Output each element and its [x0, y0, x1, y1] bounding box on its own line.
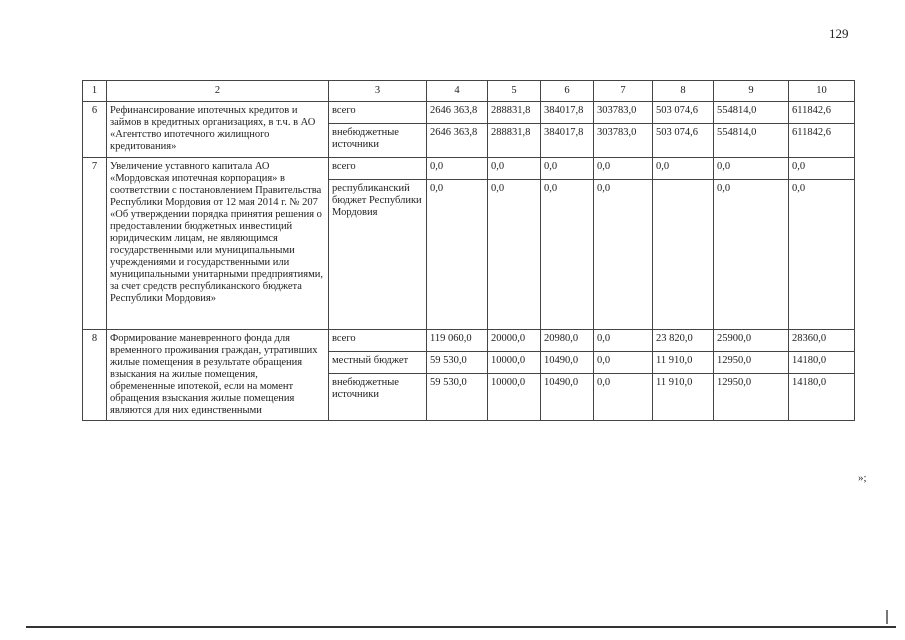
value-cell: 0,0	[594, 374, 653, 421]
value-cell: 611842,6	[789, 124, 855, 158]
value-cell: 384017,8	[541, 124, 594, 158]
value-cell: 0,0	[594, 158, 653, 180]
value-cell: 14180,0	[789, 352, 855, 374]
data-table	[82, 80, 855, 421]
header-row	[83, 81, 855, 102]
value-cell: 20980,0	[541, 330, 594, 352]
header-cell: 1	[83, 81, 107, 102]
funding-source: республиканский бюджет Республики Мордовия	[329, 180, 427, 330]
value-cell: 12950,0	[714, 352, 789, 374]
value-cell: 288831,8	[488, 124, 541, 158]
value-cell: 0,0	[789, 180, 855, 330]
value-cell: 0,0	[488, 158, 541, 180]
value-cell: 554814,0	[714, 124, 789, 158]
value-cell: 2646 363,8	[427, 124, 488, 158]
value-cell: 11 910,0	[653, 374, 714, 421]
page-number: 129	[829, 26, 849, 41]
table-row	[83, 330, 855, 352]
value-cell: 0,0	[488, 180, 541, 330]
value-cell: 28360,0	[789, 330, 855, 352]
table-row	[83, 102, 855, 124]
value-cell: 384017,8	[541, 102, 594, 124]
value-cell: 20000,0	[488, 330, 541, 352]
row-number: 7	[83, 158, 107, 330]
value-cell: 10490,0	[541, 374, 594, 421]
table-body	[83, 81, 855, 421]
value-cell: 288831,8	[488, 102, 541, 124]
funding-source: местный бюджет	[329, 352, 427, 374]
funding-source: всего	[329, 102, 427, 124]
funding-source: всего	[329, 158, 427, 180]
header-cell: 6	[541, 81, 594, 102]
value-cell: 0,0	[427, 158, 488, 180]
value-cell: 59 530,0	[427, 374, 488, 421]
value-cell: 0,0	[653, 158, 714, 180]
value-cell: 10000,0	[488, 374, 541, 421]
row-number: 8	[83, 330, 107, 421]
value-cell: 303783,0	[594, 124, 653, 158]
header-cell: 3	[329, 81, 427, 102]
value-cell: 10000,0	[488, 352, 541, 374]
value-cell: 0,0	[594, 330, 653, 352]
value-cell: 503 074,6	[653, 102, 714, 124]
value-cell: 14180,0	[789, 374, 855, 421]
funding-source: всего	[329, 330, 427, 352]
header-cell: 2	[107, 81, 329, 102]
table-row	[83, 158, 855, 180]
value-cell: 0,0	[541, 158, 594, 180]
value-cell: 0,0	[594, 352, 653, 374]
value-cell: 11 910,0	[653, 352, 714, 374]
bottom-border	[26, 626, 896, 628]
row-number: 6	[83, 102, 107, 158]
value-cell: 10490,0	[541, 352, 594, 374]
value-cell: 25900,0	[714, 330, 789, 352]
value-cell: 119 060,0	[427, 330, 488, 352]
header-cell: 5	[488, 81, 541, 102]
value-cell: 611842,6	[789, 102, 855, 124]
value-cell: 554814,0	[714, 102, 789, 124]
value-cell: 303783,0	[594, 102, 653, 124]
header-cell: 9	[714, 81, 789, 102]
value-cell: 0,0	[714, 158, 789, 180]
value-cell: 59 530,0	[427, 352, 488, 374]
header-cell: 8	[653, 81, 714, 102]
value-cell: 0,0	[714, 180, 789, 330]
value-cell: 12950,0	[714, 374, 789, 421]
value-cell: 0,0	[594, 180, 653, 330]
value-cell: 0,0	[789, 158, 855, 180]
header-cell: 4	[427, 81, 488, 102]
funding-source: внебюджетные источники	[329, 374, 427, 421]
funding-source: внебюджетные источники	[329, 124, 427, 158]
value-cell	[653, 180, 714, 330]
value-cell: 23 820,0	[653, 330, 714, 352]
closing-mark: »;	[858, 472, 867, 484]
header-cell: 10	[789, 81, 855, 102]
value-cell: 503 074,6	[653, 124, 714, 158]
value-cell: 0,0	[541, 180, 594, 330]
header-cell: 7	[594, 81, 653, 102]
value-cell: 2646 363,8	[427, 102, 488, 124]
row-description: Увеличение уставного капитала АО «Мордовская ипотечная корпорация» в соответствии с постановлением Правительства Республики Мордовия от 12 мая 2014 г. № 207 «Об утверждении порядка принятия решения о предоставлении бюджетных инвестиций юридическим лицам, не являющимся государственными или муниципальными учреждениями и государственными или муниципальными унитарными предприятиями, за счет средств республиканского бюджета Республики Мордовия»	[107, 158, 329, 330]
scan-mark	[886, 610, 894, 624]
value-cell: 0,0	[427, 180, 488, 330]
row-description: Формирование маневренного фонда для временного проживания граждан, утративших жилые помещения в результате обращения взыскания на жилые помещения, обремененные ипотекой, если на момент обращения взыскания жилые помещения являются для них единственными	[107, 330, 329, 421]
row-description: Рефинансирование ипотечных кредитов и займов в кредитных организациях, в т.ч. в АО «Агентство ипотечного жилищного кредитования»	[107, 102, 329, 158]
